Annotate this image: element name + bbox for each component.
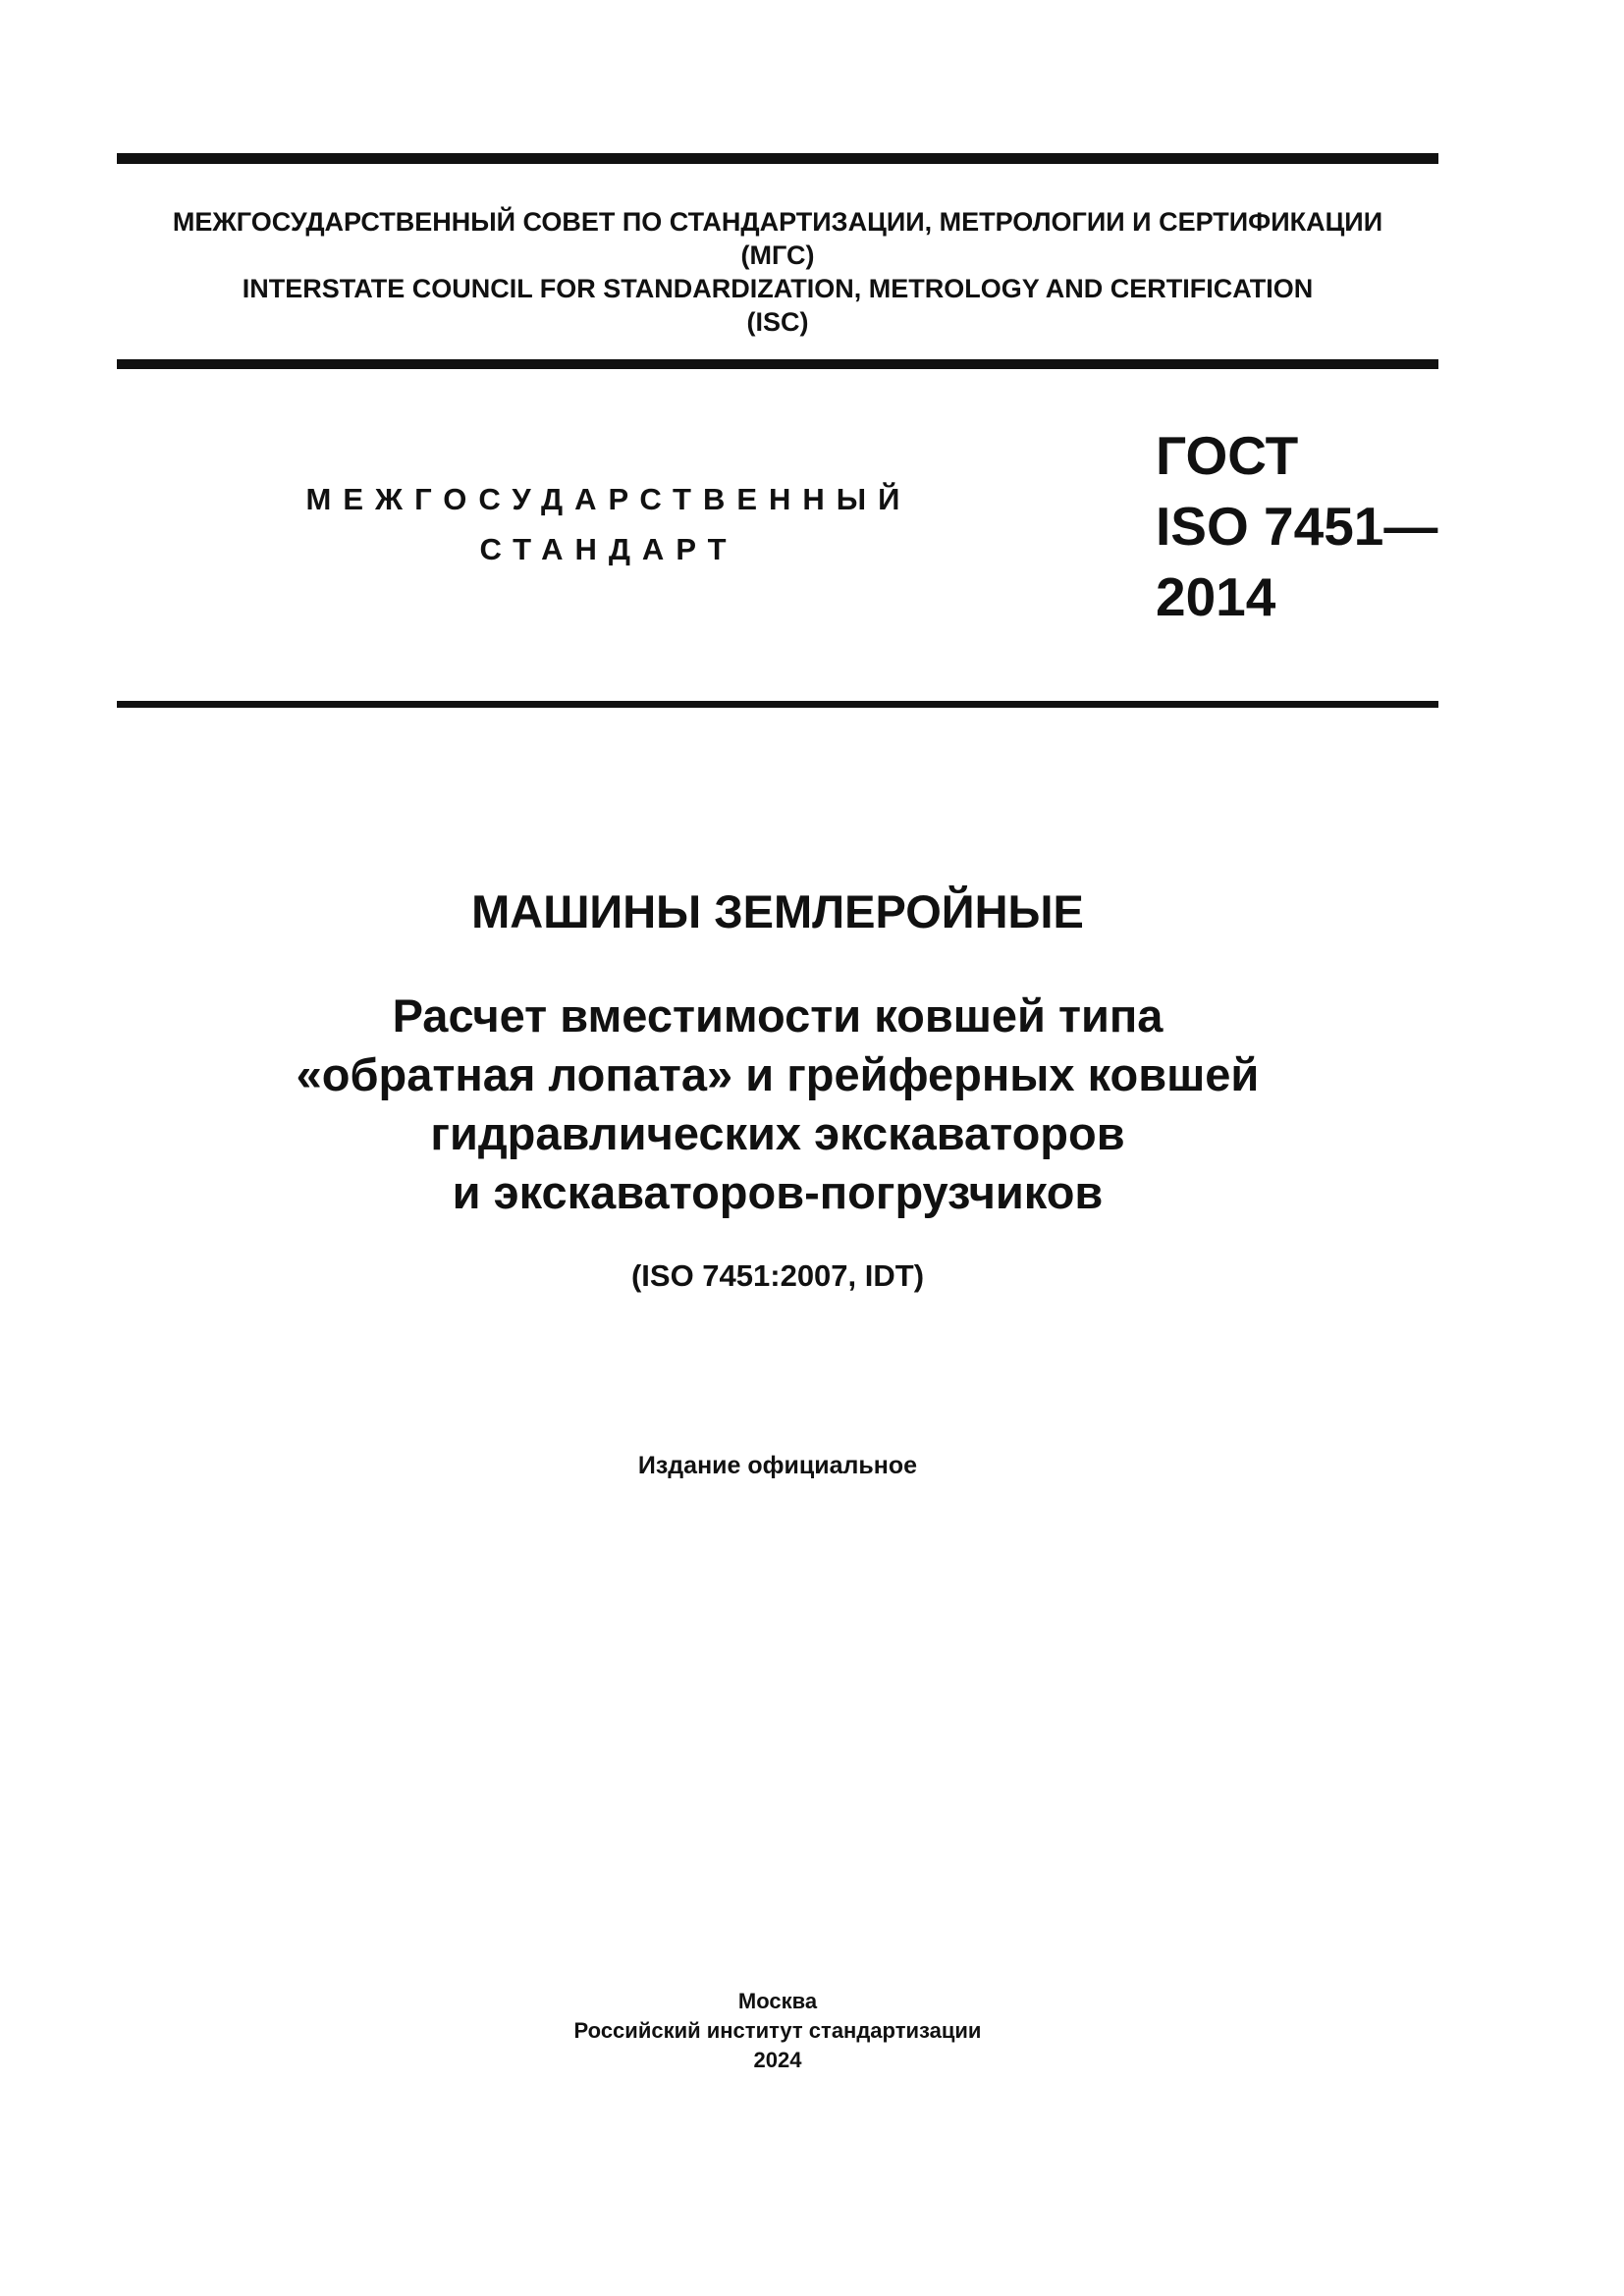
imprint-year: 2024 <box>753 2048 802 2072</box>
top-rule <box>117 153 1438 164</box>
designation-line-3: 2014 <box>1156 566 1276 627</box>
standard-designation <box>1156 420 1437 632</box>
document-subtitle <box>117 987 1438 1222</box>
publisher-imprint <box>117 1987 1438 2075</box>
council-abbr-en: (ISC) <box>746 307 809 337</box>
designation-divider-rule <box>117 701 1438 708</box>
imprint-publisher: Российский институт стандартизации <box>573 2018 982 2043</box>
standard-kind <box>275 474 943 574</box>
standard-kind-line-1: МЕЖГОСУДАРСТВЕННЫЙ <box>305 482 912 516</box>
designation-line-2: ISO 7451— <box>1156 496 1438 557</box>
subtitle-line-1: Расчет вместимости ковшей типа <box>392 989 1164 1041</box>
council-name-ru: МЕЖГОСУДАРСТВЕННЫЙ СОВЕТ ПО СТАНДАРТИЗАЦИИ, МЕТРОЛОГИИ И СЕРТИФИКАЦИИ <box>172 207 1383 237</box>
imprint-city: Москва <box>737 1989 818 2013</box>
subtitle-line-3: гидравлических экскаваторов <box>430 1107 1125 1159</box>
subtitle-line-4: и экскаваторов-погрузчиков <box>452 1166 1104 1218</box>
council-header <box>117 205 1438 339</box>
standard-kind-line-2: СТАНДАРТ <box>479 532 738 566</box>
iso-reference: (ISO 7451:2007, IDT) <box>630 1258 925 1293</box>
document-title: МАШИНЫ ЗЕМЛЕРОЙНЫЕ <box>471 885 1084 937</box>
council-name-en: INTERSTATE COUNCIL FOR STANDARDIZATION, METROLOGY AND CERTIFICATION <box>242 274 1314 303</box>
designation-line-1: ГОСТ <box>1156 425 1299 486</box>
council-abbr-ru: (МГС) <box>740 240 815 270</box>
edition-note: Издание официальное <box>637 1452 918 1479</box>
subtitle-line-2: «обратная лопата» и грейферных ковшей <box>296 1048 1260 1100</box>
council-divider-rule <box>117 359 1438 369</box>
